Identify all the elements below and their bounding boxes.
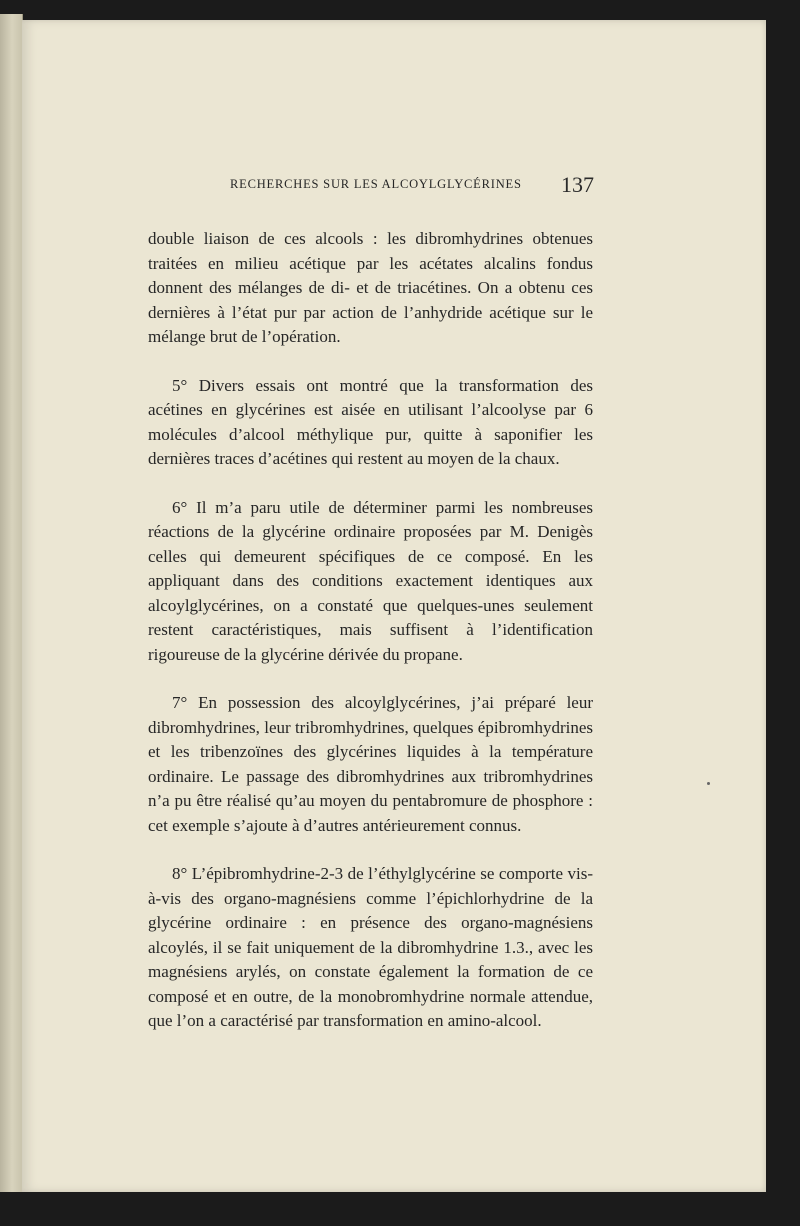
margin-dot-mark — [707, 782, 710, 785]
page-number: 137 — [561, 172, 594, 197]
paragraph-8: 8° L’épibromhydrine-2-3 de l’éthylglycérine se comporte vis-à-vis des organo-magnésiens comme l’épichlorhydrine de la glycérine ordinaire : en présence des organo-magnésiens alcoylés, il se fait uniquement de la dibromhydrine 1.3., avec les magnésiens arylés, on constate également la formation de ce composé et en outre, de la monobromhydrine normale attendue, que l’on a caractérisé par transformation en amino-alcool. — [148, 864, 593, 1030]
running-head — [22, 172, 766, 196]
book-page — [22, 20, 766, 1192]
paragraph-7: 7° En possession des alcoylglycérines, j’ai préparé leur dibromhydrines, leur tribromhydrines, quelques épibromhydrines et les tribenzoïnes des glycérines liquides à la température ordinaire. Le passage des dibromhydrines aux tribromhydrines n’a pu être réalisé qu’au moyen du pentabromure de phosphore : cet exemple s’ajoute à d’autres antérieurement connus. — [148, 693, 593, 835]
body-text — [148, 227, 593, 1058]
left-page-edge — [0, 14, 23, 1192]
paragraph-6: 6° Il m’a paru utile de déterminer parmi les nombreuses réactions de la glycérine ordinaire proposées par M. Denigès celles qui demeurent spécifiques de ce composé. En les appliquant dans des conditions exactement identiques aux alcoylglycérines, on a constaté que quelques-unes seulement restent caractéristiques, mais suffisent à l’identification rigoureuse de la glycérine dérivée du propane. — [148, 497, 593, 664]
paragraph-continuation: double liaison de ces alcools : les dibromhydrines obtenues traitées en milieu acétique par les acétates alcalins fondus donnent des mélanges de di- et de triacétines. On a obtenu ces dernières à l’état pur par action de l’anhydride acétique sur le mélange brut de l’opération. — [148, 229, 593, 346]
running-title: RECHERCHES SUR LES ALCOYLGLYCÉRINES — [230, 177, 522, 191]
paragraph-5: 5° Divers essais ont montré que la transformation des acétines en glycérines est aisée en utilisant l’alcoolyse par 6 molécules d’alcool méthylique pur, quitte à saponifier les dernières traces d’acétines qui restent au moyen de la chaux. — [148, 375, 593, 468]
